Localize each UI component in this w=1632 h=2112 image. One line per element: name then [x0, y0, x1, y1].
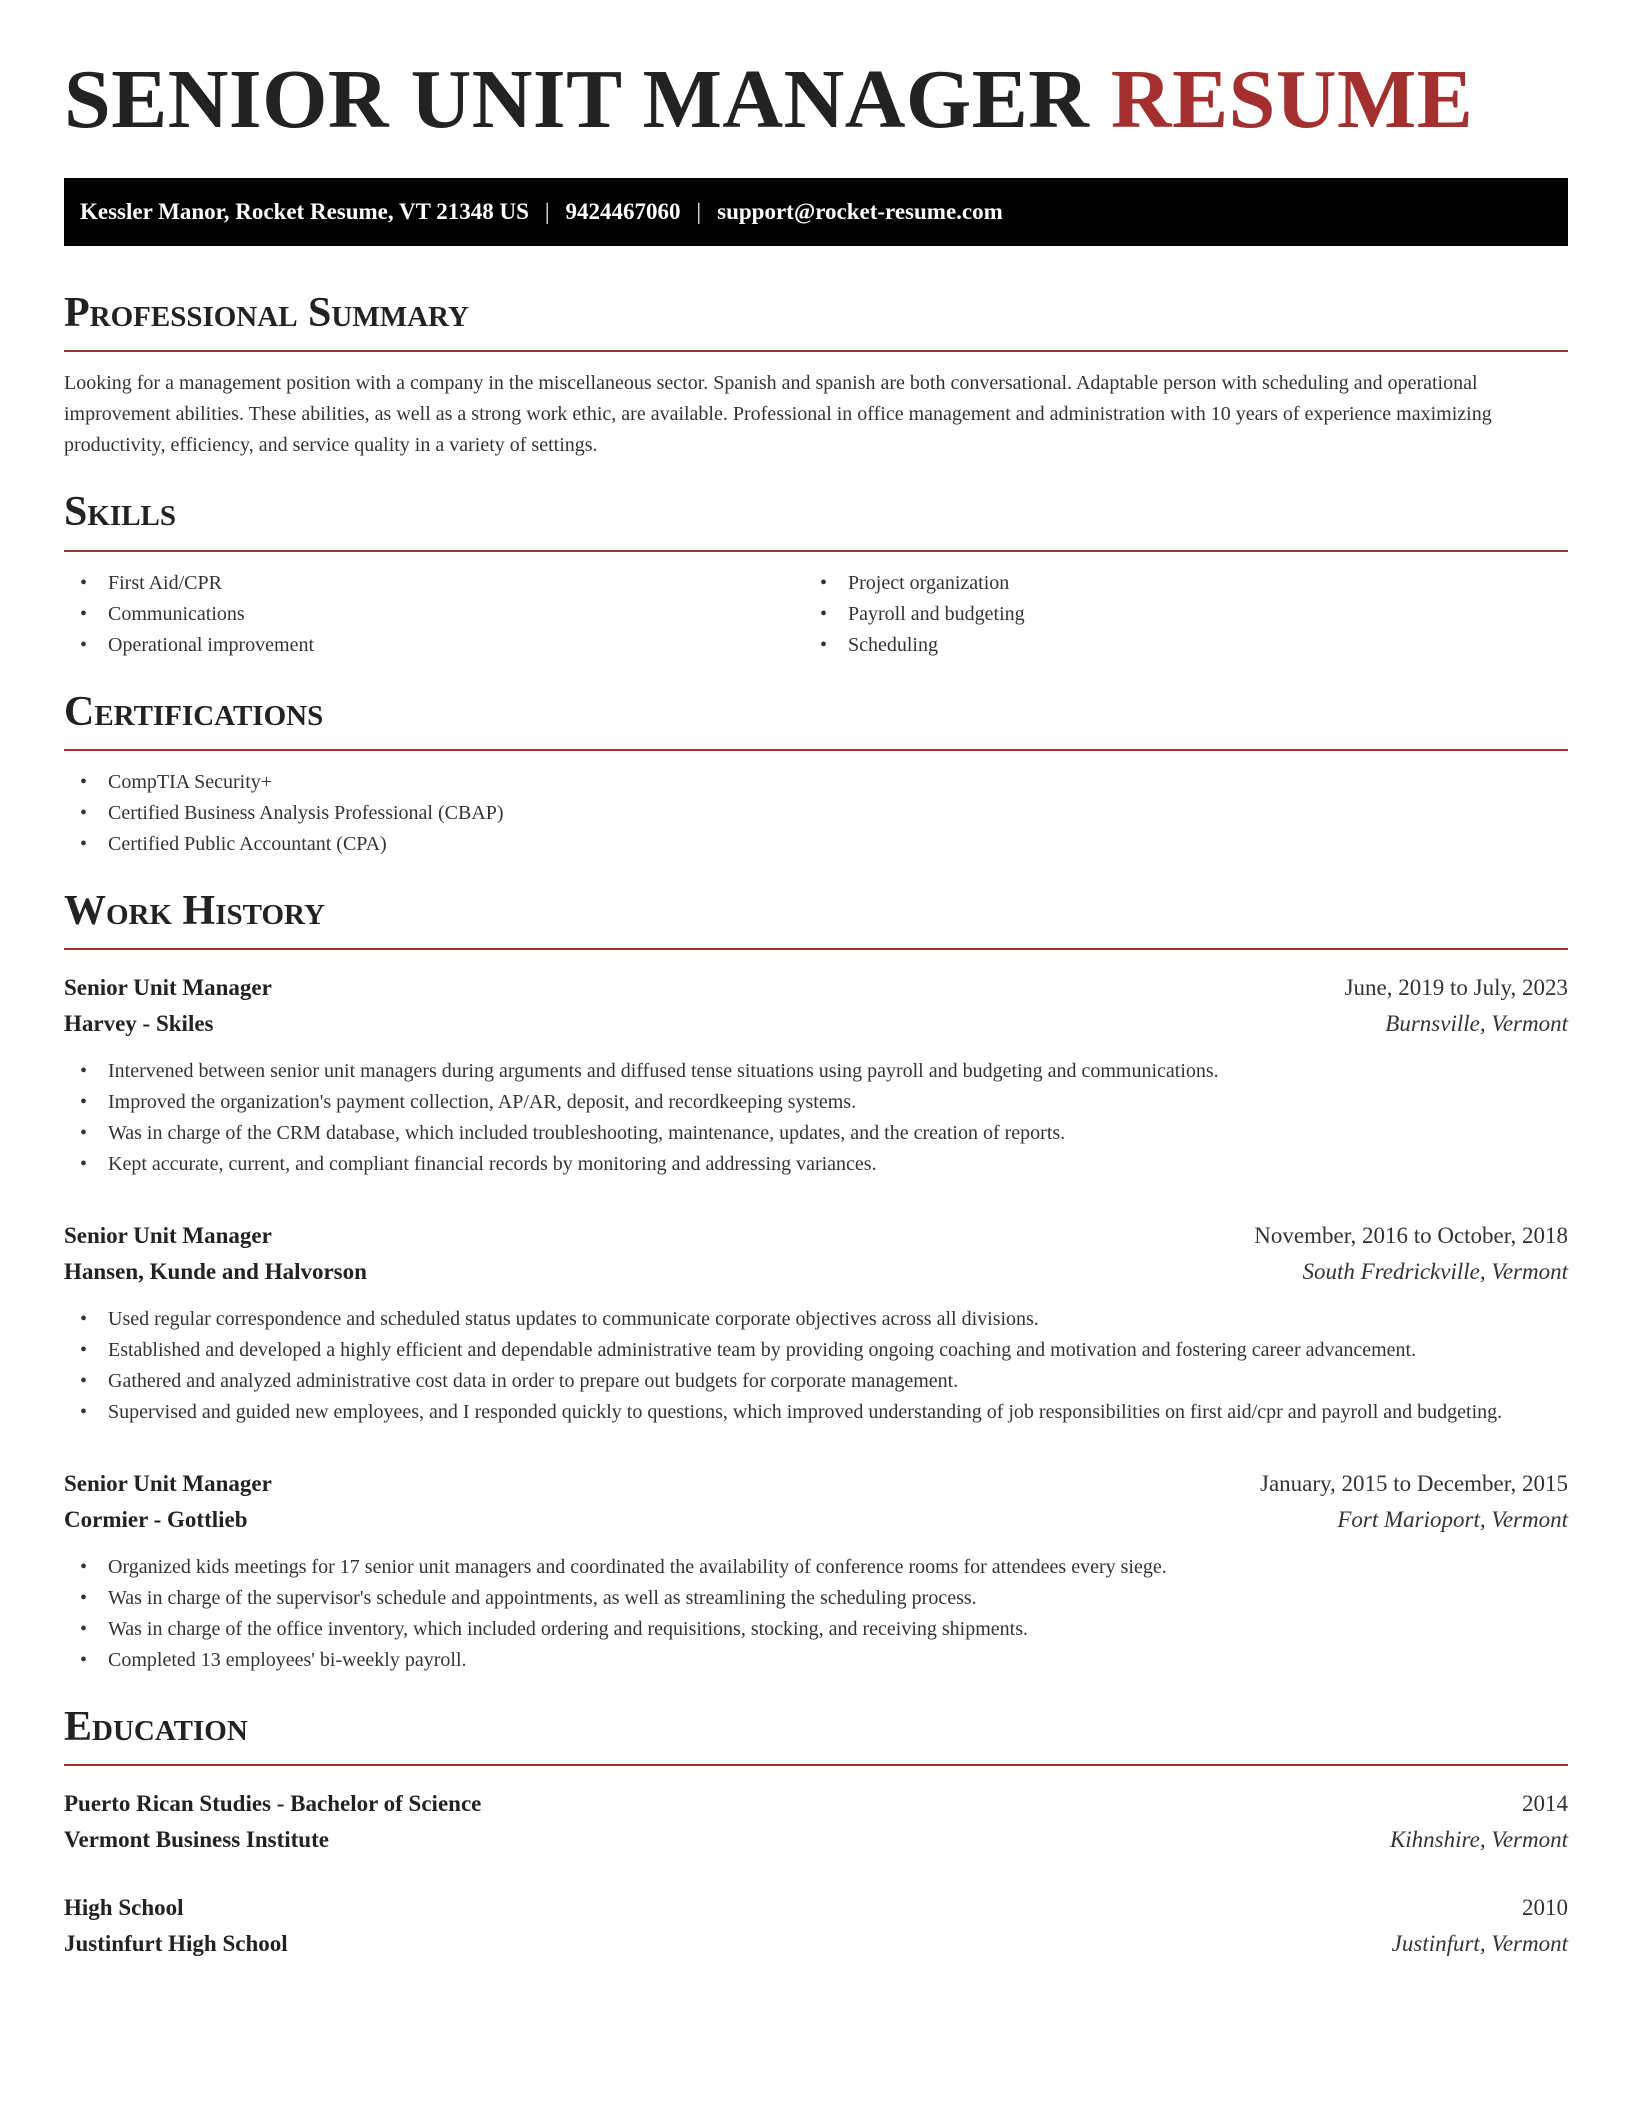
education-school: Justinfurt High School [64, 1931, 288, 1957]
contact-address: Kessler Manor, Rocket Resume, VT 21348 US [80, 199, 529, 225]
job-dates: November, 2016 to October, 2018 [1254, 1222, 1568, 1248]
education-degree-row [64, 1890, 1568, 1926]
education-location: Justinfurt, Vermont [1391, 1931, 1568, 1957]
job-bullet: • Was in charge of the supervisor's schedule and appointments, as well as streamlining the scheduling process. [64, 1583, 1568, 1614]
job-bullet: • Established and developed a highly efficient and dependable administrative team by providing ongoing coaching and motivation and fostering career advancement. [64, 1335, 1568, 1366]
education-school-row [64, 1822, 1568, 1858]
job-title-row [64, 1466, 1568, 1502]
education-year: 2014 [1522, 1791, 1568, 1817]
contact-separator: | [696, 199, 702, 225]
certification-item: • CompTIA Security+ [64, 767, 1568, 798]
job-bullet: • Was in charge of the CRM database, which included troubleshooting, maintenance, updates, and the creation of reports. [64, 1118, 1568, 1149]
section-heading-certifications: Certifications [64, 688, 324, 735]
job-location: Fort Marioport, Vermont [1337, 1506, 1568, 1532]
education-school: Vermont Business Institute [64, 1827, 329, 1853]
education-location: Kihnshire, Vermont [1389, 1827, 1568, 1853]
job-bullet: • Organized kids meetings for 17 senior unit managers and coordinated the availability of conference rooms for attendees every siege. [64, 1552, 1568, 1583]
job-bullet: • Completed 13 employees' bi-weekly payroll. [64, 1645, 1568, 1676]
education-year: 2010 [1522, 1895, 1568, 1921]
section-divider [64, 350, 1568, 352]
education-degree-row [64, 1786, 1568, 1822]
skill-item: • First Aid/CPR [64, 568, 804, 599]
summary-text: Looking for a management position with a company in the miscellaneous sector. Spanish and spanish are both conversational. Adaptable person with scheduling and operational improvement abilities. These abilities, as well as a strong work ethic, are available. Professional in office management and administration with 10 years of experience maximizing productivity, efficiency, and service quality in a variety of settings. [64, 372, 1492, 457]
education-degree: High School [64, 1895, 184, 1921]
skill-item: • Payroll and budgeting [804, 599, 1544, 630]
certifications-section [64, 689, 1568, 860]
contact-phone: 9424467060 [565, 199, 681, 225]
certification-item: • Certified Public Accountant (CPA) [64, 829, 1568, 860]
section-heading-skills: Skills [64, 489, 177, 536]
job-company-row [64, 1502, 1568, 1538]
skill-item: • Communications [64, 599, 804, 630]
job-bullet: • Supervised and guided new employees, and I responded quickly to questions, which improved understanding of job responsibilities on first aid/cpr and payroll and budgeting. [64, 1397, 1568, 1428]
job-company: Harvey - Skiles [64, 1010, 214, 1036]
education-degree: Puerto Rican Studies - Bachelor of Science [64, 1791, 482, 1817]
certifications-list [64, 767, 1568, 860]
section-divider [64, 550, 1568, 552]
job-dates: June, 2019 to July, 2023 [1344, 974, 1568, 1000]
job-location: South Fredrickville, Vermont [1302, 1258, 1568, 1284]
job-bullets [64, 1552, 1568, 1676]
skill-item: • Scheduling [804, 630, 1544, 661]
job-bullet: • Used regular correspondence and scheduled status updates to communicate corporate objectives across all divisions. [64, 1304, 1568, 1335]
education-entry [64, 1890, 1568, 1962]
job-bullet: • Improved the organization's payment collection, AP/AR, deposit, and recordkeeping systems. [64, 1087, 1568, 1118]
job-bullet: • Intervened between senior unit managers during arguments and diffused tense situations using payroll and budgeting and communications. [64, 1056, 1568, 1087]
section-divider [64, 1764, 1568, 1766]
job-title: Senior Unit Manager [64, 974, 272, 1000]
education-section [64, 1704, 1568, 1962]
section-heading-education: Education [64, 1703, 248, 1750]
job-bullet: • Gathered and analyzed administrative cost data in order to prepare out budgets for corporate management. [64, 1366, 1568, 1397]
job-title: Senior Unit Manager [64, 1222, 272, 1248]
job-title-row [64, 970, 1568, 1006]
job-company-row [64, 1006, 1568, 1042]
skills-grid [64, 568, 1568, 661]
title-main: SENIOR UNIT MANAGER [64, 53, 1090, 146]
job-entry [64, 1466, 1568, 1676]
job-company: Hansen, Kunde and Halvorson [64, 1258, 367, 1284]
job-location: Burnsville, Vermont [1385, 1010, 1568, 1036]
job-company-row [64, 1254, 1568, 1290]
section-heading-summary: Professional Summary [64, 290, 469, 337]
resume-title [64, 0, 1568, 144]
section-divider [64, 948, 1568, 950]
summary-section [64, 290, 1568, 461]
contact-separator: | [544, 199, 550, 225]
education-entry [64, 1786, 1568, 1858]
contact-bar [64, 178, 1568, 246]
job-entry [64, 1218, 1568, 1428]
skills-section [64, 489, 1568, 660]
job-title-row [64, 1218, 1568, 1254]
job-title: Senior Unit Manager [64, 1470, 272, 1496]
skill-item: • Operational improvement [64, 630, 804, 661]
job-dates: January, 2015 to December, 2015 [1260, 1470, 1568, 1496]
job-entry [64, 970, 1568, 1180]
job-bullet: • Kept accurate, current, and compliant financial records by monitoring and addressing variances. [64, 1149, 1568, 1180]
contact-email: support@rocket-resume.com [717, 199, 1003, 225]
skills-list-right [804, 568, 1544, 661]
section-heading-work-history: Work History [64, 887, 325, 934]
job-bullets [64, 1056, 1568, 1180]
job-company: Cormier - Gottlieb [64, 1506, 248, 1532]
title-accent: RESUME [1110, 53, 1474, 146]
skill-item: • Project organization [804, 568, 1544, 599]
skills-list-left [64, 568, 804, 661]
job-bullet: • Was in charge of the office inventory, which included ordering and requisitions, stocking, and receiving shipments. [64, 1614, 1568, 1645]
certification-item: • Certified Business Analysis Professional (CBAP) [64, 798, 1568, 829]
section-divider [64, 749, 1568, 751]
job-bullets [64, 1304, 1568, 1428]
work-history-section [64, 888, 1568, 1676]
education-school-row [64, 1926, 1568, 1962]
